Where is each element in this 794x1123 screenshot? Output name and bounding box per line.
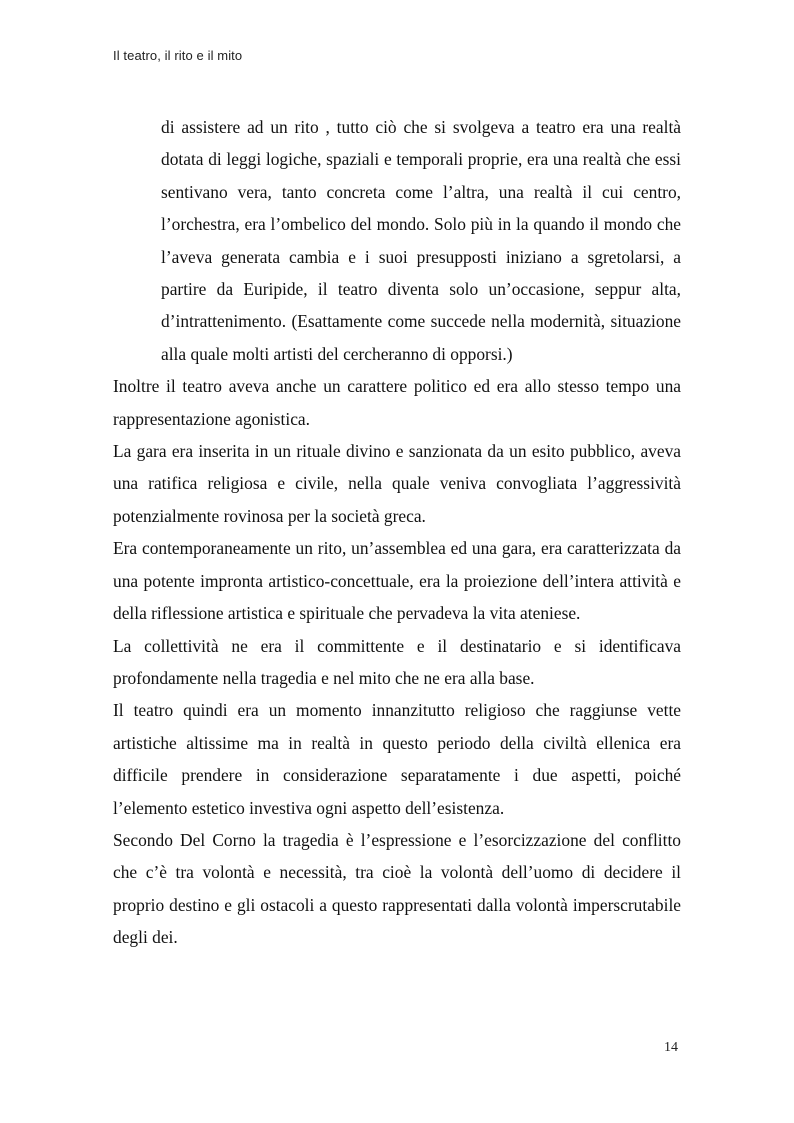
running-header: Il teatro, il rito e il mito [113, 48, 243, 63]
paragraph: Il teatro quindi era un momento innanzitutto religioso che raggiunse vette artistiche altissime ma in realtà in questo periodo della civiltà ellenica era difficile prendere in considerazione separatamente i due aspetti, poiché l’elemento estetico investiva ogni aspetto dell’esistenza. [113, 700, 681, 818]
page-number: 14 [664, 1040, 678, 1055]
block-quote: di assistere ad un rito , tutto ciò che si svolgeva a teatro era una realtà dotata di leggi logiche, spaziali e temporali proprie, era una realtà che essi sentivano vera, tanto concreta come l’altra, una realtà il cui centro, l’orchestra, era l’ombelico del mondo. Solo più in la quando il mondo che l’aveva generata cambia e i suoi presupposti iniziano a sgretolarsi, a partire da Euripide, il teatro diventa solo un’occasione, seppur alta, d’intrattenimento. (Esattamente come succede nella modernità, situazione alla quale molti artisti del cercheranno di opporsi.) [161, 117, 681, 364]
paragraph: Era contemporaneamente un rito, un’assemblea ed una gara, era caratterizzata da una potente impronta artistico-concettuale, era la proiezione dell’intera attività e della riflessione artistica e spirituale che pervadeva la vita ateniese. [113, 538, 681, 624]
body-text [113, 111, 681, 954]
paragraph: La collettività ne era il committente e il destinatario e si identificava profondamente nella tragedia e nel mito che ne era alla base. [113, 635, 681, 688]
paragraph: Secondo Del Corno la tragedia è l’espressione e l’esorcizzazione del conflitto che c’è tra volontà e necessità, tra cioè la volontà dell’uomo di decidere il proprio destino e gli ostacoli a questo rappresentati dalla volontà imperscrutabile degli dei. [113, 829, 681, 948]
paragraph: Inoltre il teatro aveva anche un carattere politico ed era allo stesso tempo una rappresentazione agonistica. [113, 376, 681, 429]
paragraph: La gara era inserita in un rituale divino e sanzionata da un esito pubblico, aveva una ratifica religiosa e civile, nella quale veniva convogliata l’aggressività potenzialmente rovinosa per la società greca. [113, 441, 681, 526]
